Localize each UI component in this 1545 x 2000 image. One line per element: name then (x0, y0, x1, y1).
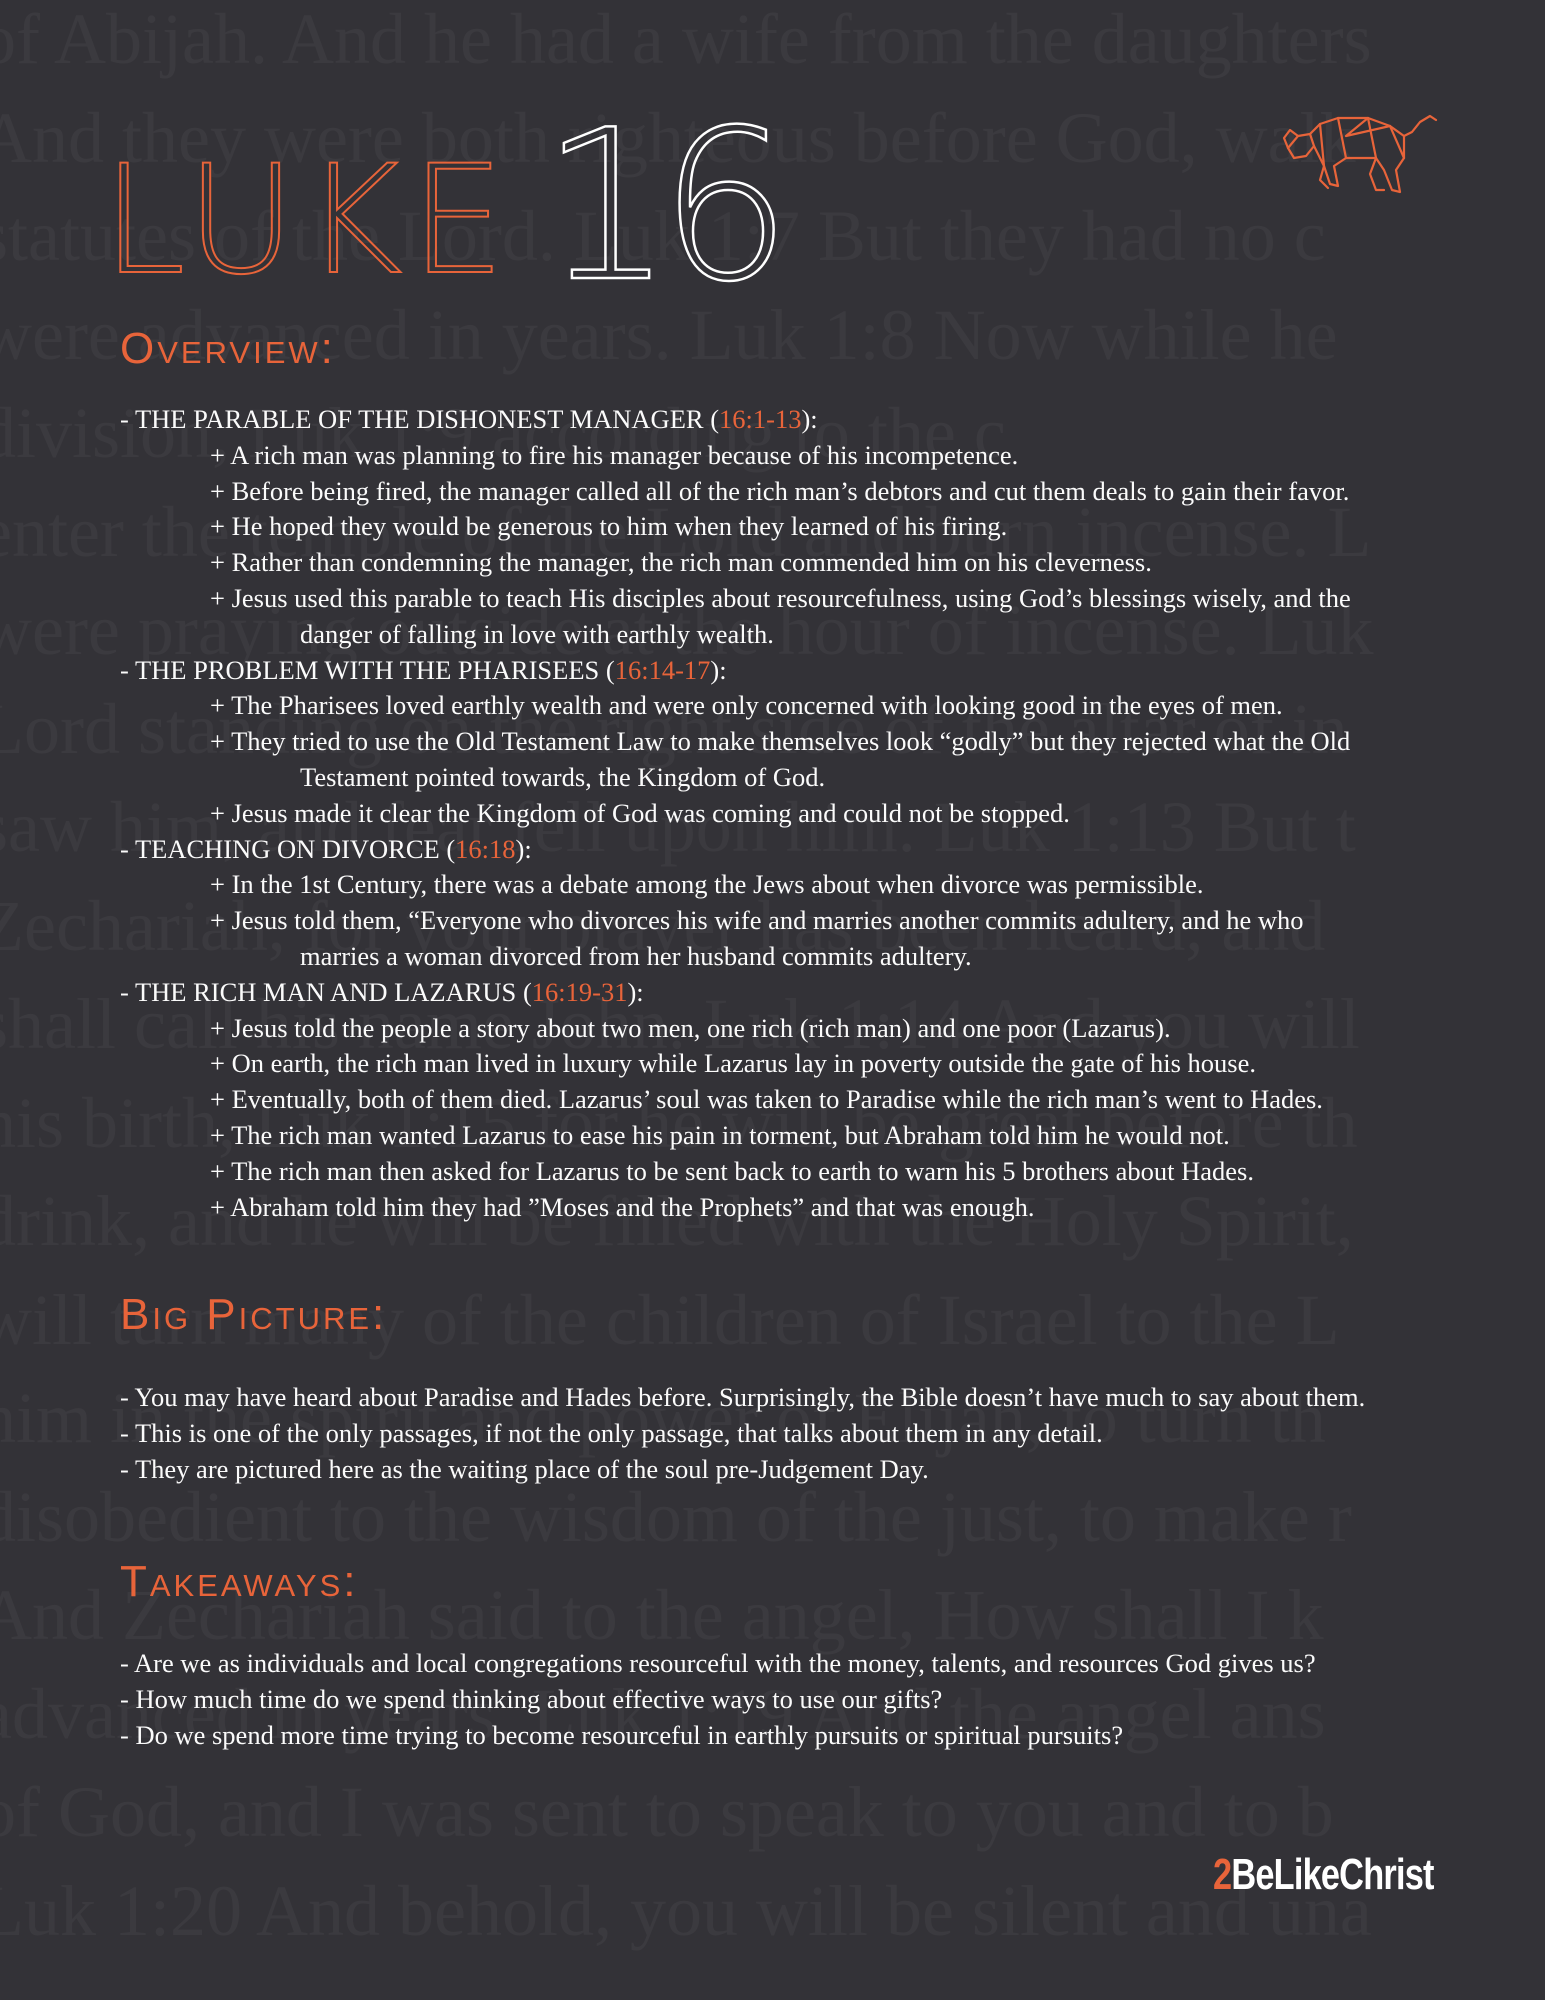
takeaways-list (120, 1646, 1450, 1753)
list-item: + Eventually, both of them died. Lazarus’ soul was taken to Paradise while the rich man’s went to Hades. (210, 1084, 1323, 1115)
brand-logo (1213, 1850, 1434, 1900)
list-item: + Before being fired, the manager called all of the rich man’s debtors and cut them deals to gain their favor. (210, 475, 1350, 506)
scripture-reference: 16:18 (455, 833, 516, 864)
list-item-continued: Testament pointed towards, the Kingdom of God. (300, 761, 826, 792)
list-item: + Jesus used this parable to teach His disciples about resourcefulness, using God’s blessings wisely, and the (210, 582, 1351, 613)
scripture-reference: 16:19-31 (531, 976, 628, 1007)
list-item: + The rich man wanted Lazarus to ease his pain in torment, but Abraham told him he would not. (210, 1119, 1230, 1150)
overview-section-title: - THE PARABLE OF THE DISHONEST MANAGER (16:1-13): (120, 404, 818, 434)
list-item: + Jesus told the people a story about two men, one rich (rich man) and one poor (Lazarus). (210, 1012, 1171, 1043)
list-item: + The rich man then asked for Lazarus to be sent back to earth to warn his 5 brothers about Hades. (210, 1155, 1254, 1186)
list-item-continued: marries a woman divorced from her husband commits adultery. (300, 940, 972, 971)
list-item: + Abraham told him they had ”Moses and the Prophets” and that was enough. (210, 1191, 1035, 1222)
list-item: + Rather than condemning the manager, the rich man commended him on his cleverness. (210, 547, 1152, 578)
list-item-continued: danger of falling in love with earthly wealth. (300, 618, 774, 649)
scripture-reference: 16:14-17 (614, 654, 711, 685)
list-item: - This is one of the only passages, if not the only passage, that talks about them in any detail. (120, 1417, 1103, 1448)
overview-section-title: - TEACHING ON DIVORCE (16:18): (120, 833, 532, 864)
list-item: - Are we as individuals and local congregations resourceful with the money, talents, and resources God gives us? (120, 1648, 1316, 1678)
overview-section-title: - THE RICH MAN AND LAZARUS (16:19-31): (120, 976, 644, 1007)
overview-list (120, 402, 1450, 1225)
list-item: + The Pharisees loved earthly wealth and were only concerned with looking good in the eyes of men. (210, 690, 1283, 721)
list-item: - How much time do we spend thinking about effective ways to use our gifts? (120, 1683, 943, 1714)
title-chapter: 16 (541, 86, 778, 328)
list-item: + On earth, the rich man lived in luxury while Lazarus lay in poverty outside the gate of his house. (210, 1048, 1256, 1079)
list-item: - You may have heard about Paradise and Hades before. Surprisingly, the Bible doesn’t have much to say about them. (120, 1382, 1366, 1412)
list-item: + Jesus made it clear the Kingdom of God was coming and could not be stopped. (210, 797, 1070, 828)
list-item: + He hoped they would be generous to him when they learned of his firing. (210, 511, 1008, 542)
scripture-reference: 16:1-13 (719, 404, 802, 434)
big-picture-list (120, 1380, 1450, 1487)
list-item: - They are pictured here as the waiting place of the soul pre-Judgement Day. (120, 1453, 929, 1484)
title-book: LUKE (102, 134, 514, 308)
brand-number: 2 (1213, 1850, 1232, 1899)
list-item: + Jesus told them, “Everyone who divorces his wife and marries another commits adultery, and he who (210, 905, 1304, 936)
list-item: - Do we spend more time trying to become resourceful in earthly pursuits or spiritual pursuits? (120, 1719, 1124, 1750)
takeaways-heading: Takeaways: (120, 1557, 359, 1606)
big-picture-heading: Big Picture: (120, 1290, 388, 1339)
overview-heading: Overview: (120, 324, 336, 373)
bull-icon (1280, 108, 1445, 202)
brand-name: BeLikeChrist (1231, 1850, 1434, 1899)
page-title (102, 86, 778, 328)
overview-section-title: - THE PROBLEM WITH THE PHARISEES (16:14-17): (120, 654, 727, 685)
list-item: + In the 1st Century, there was a debate among the Jews about when divorce was permissible. (210, 869, 1204, 900)
list-item: + A rich man was planning to fire his manager because of his incompetence. (210, 439, 1019, 470)
list-item: + They tried to use the Old Testament Law to make themselves look “godly” but they rejected what the Old (210, 726, 1351, 757)
